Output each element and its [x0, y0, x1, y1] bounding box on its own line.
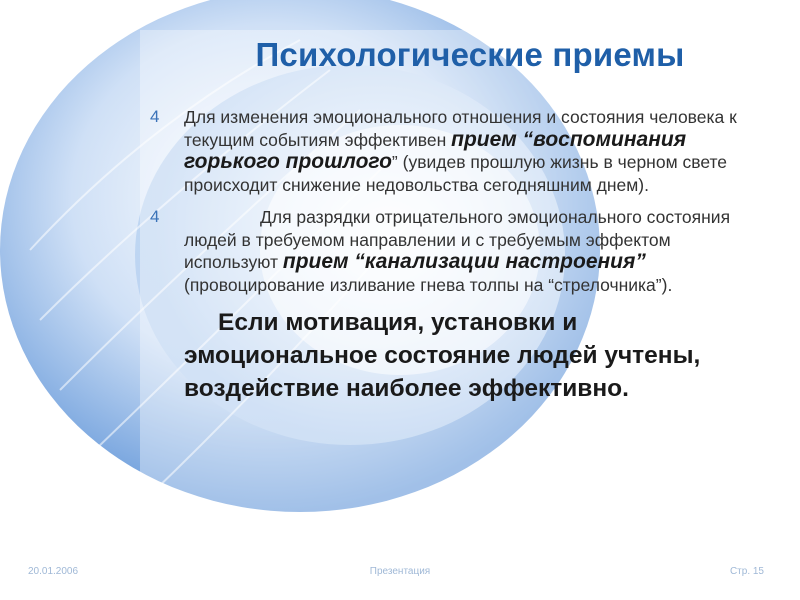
footer-page-number: Стр. 15: [729, 566, 764, 577]
bullet-text: Для разрядки отрицательного эмоционального состояния людей в требуемом направлении и с требуемым эффектом используют: [184, 207, 731, 272]
footer-presentation-label: Презентация: [369, 566, 431, 577]
bullet-emphasis: прием “канализации настроения”: [282, 250, 646, 273]
slide-title: Психологические приемы: [255, 36, 685, 73]
footer-date: 20.01.2006: [28, 566, 79, 577]
bullet-marker-icon: 4: [150, 107, 160, 126]
bullet-text: Для изменения эмоционального отношения и состояния человека к текущим событиям эффективен: [184, 107, 737, 150]
slide-content: [150, 106, 750, 405]
bullet-item: [150, 106, 750, 196]
bullet-item: [150, 206, 750, 296]
bullet-text-after: ” (увидев прошлую жизнь в черном свете происходит снижение недовольства сегодняшним днем).: [184, 152, 728, 195]
bullet-marker-icon: 4: [150, 207, 160, 226]
conclusion-text: Если мотивация, установки и эмоциональное состояние людей учтены, воздействие наиболее эффективно.: [184, 309, 701, 402]
bullet-emphasis: прием “воспоминания горького прошлого: [184, 127, 687, 173]
bullet-text-after: (провоцирование изливание гнева толпы на “стрелочника”).: [184, 274, 673, 295]
